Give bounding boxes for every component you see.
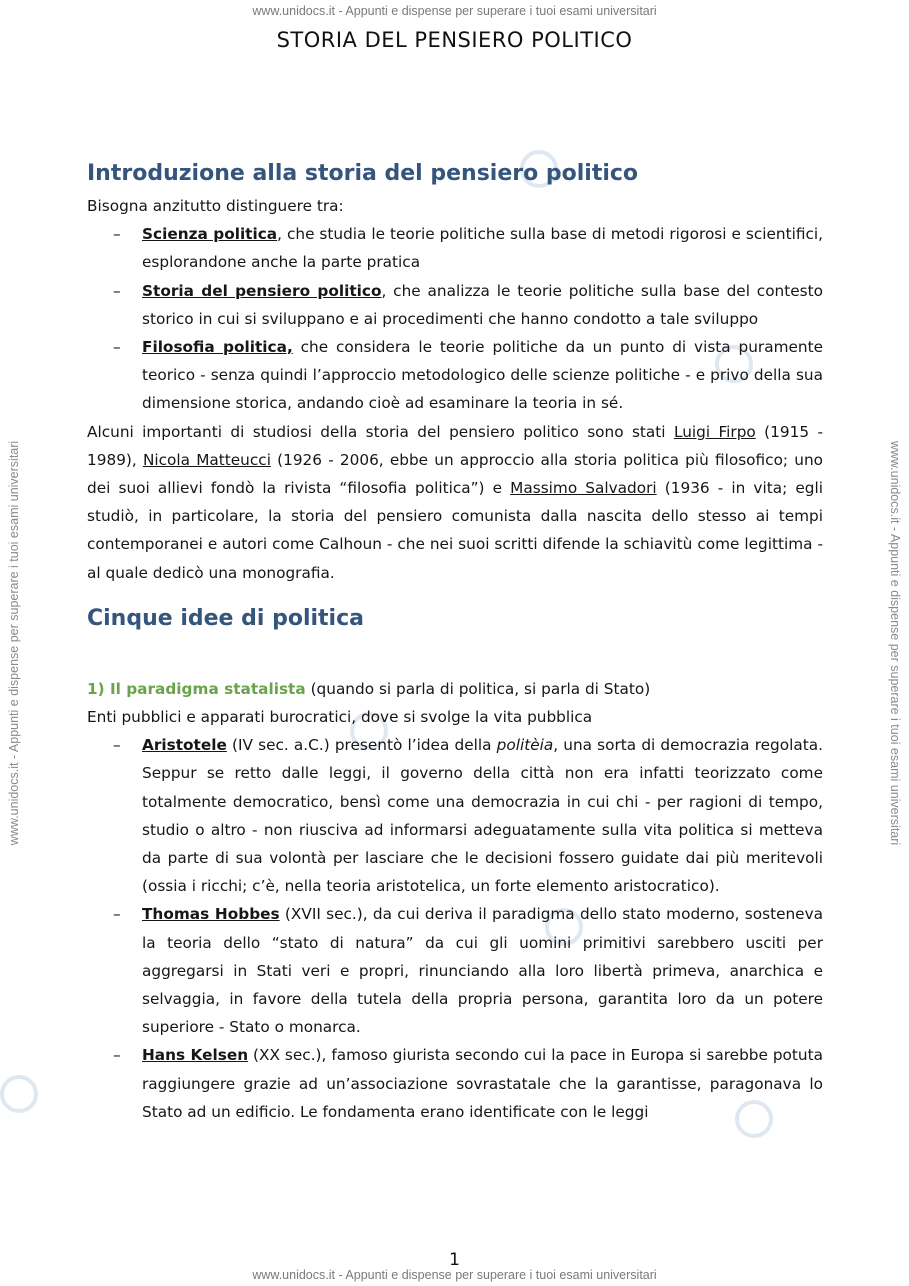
author-text: (IV sec. a.C.) presentò l’idea della [226,736,497,755]
author-aristotele: Aristotele [142,736,227,755]
author-text: (XX sec.), famoso giurista secondo cui la pace in Europa si sarebbe potuta raggiungere grazie ad un’associazione sovrastatale che la garantisse, paragonava lo Stato ad un edificio. Le fondamenta erano identificate con le leggi [142,1046,823,1121]
paradigm-label: 1) Il paradigma statalista [87,679,306,698]
authors-list [87,731,823,1126]
document-body [87,156,823,1126]
paradigm-heading [87,675,823,703]
paragraph-text: (1926 - 2006, ebbe un approccio alla storia politica più filosofico; uno dei suoi allievi fondò la rivista “filosofia politica”) e [87,450,823,498]
scholars-paragraph [87,418,823,587]
term-scienza-politica: Scienza politica [142,225,278,244]
definition-text: , che studia le teorie politiche sulla base di metodi rigorosi e scientifici, esplorandone anche la parte pratica [142,225,823,272]
list-item [87,731,823,900]
author-hobbes: Thomas Hobbes [142,905,280,924]
author-kelsen: Hans Kelsen [142,1046,249,1065]
author-text: , una sorta di democrazia regolata. Seppur se retto dalle leggi, il governo della città non era infatti teorizzato come totalmente democratico, bensì come una democrazia in cui chi - per ragioni di tempo, studio o altro - non riusciva ad informarsi adeguatamente sulla vita politica si metteva da parte di sua volontà per lasciare che le decisioni fossero guidate dai più meritevoli (ossia i ricchi; c’è, nella teoria aristotelica, un forte elemento aristocratico). [142,736,823,896]
document-title: STORIA DEL PENSIERO POLITICO [276,28,633,52]
paradigm-note: (quando si parla di politica, si parla di Stato) [305,679,651,698]
watermark-left: www.unidocs.it - Appunti e dispense per superare i tuoi esami universitari [7,440,21,846]
section-heading-cinque-idee: Cinque idee di politica [87,605,364,631]
emphasis-politeia: politèia [496,736,554,755]
scholar-salvadori: Massimo Salvadori [510,479,657,498]
list-item [87,900,823,1041]
scholar-firpo: Luigi Firpo [673,422,756,441]
page-number: 1 [449,1250,460,1270]
definitions-list [87,220,823,417]
term-filosofia-politica: Filosofia politica, [142,338,293,357]
watermark-bottom: www.unidocs.it - Appunti e dispense per superare i tuoi esami universitari [252,1268,657,1282]
list-item [87,1041,823,1126]
author-text: (XVII sec.), da cui deriva il paradigma dello stato moderno, sosteneva la teoria dello “stato di natura” da cui gli uomini primitivi sarebbero usciti per aggregarsi in Stati veri e propri, rinunciando alla loro libertà primeva, anarchica e selvaggia, in favore della tutela della propria persona, garantita loro da un potere superiore - Stato o monarca. [142,905,824,1037]
intro-text: Bisogna anzitutto distinguere tra: [87,197,344,215]
watermark-logo-icon [0,1075,38,1113]
paragraph-text: (1936 - in vita; egli studiò, in particolare, la storia del pensiero comunista dalla nascita dello stesso ai tempi contemporanei e autori come Calhoun - che nei suoi scritti difende la schiavitù come legittima - al quale dedicò una monografia. [87,479,823,582]
list-item [87,277,823,333]
definition-text: che considera le teorie politiche da un punto di vista puramente teorico - senza quindi l’approccio metodologico delle scienze politiche - e privo della sua dimensione storica, andando cioè ad esaminare la teoria in sé. [142,338,824,413]
watermark-right: www.unidocs.it - Appunti e dispense per superare i tuoi esami universitari [888,440,902,846]
section-heading-introduction: Introduzione alla storia del pensiero politico [87,161,639,186]
scholar-matteucci: Nicola Matteucci [142,450,271,469]
term-storia-pensiero-politico: Storia del pensiero politico [142,281,382,300]
paragraph-text: Alcuni importanti di studiosi della storia del pensiero politico sono stati [87,422,674,441]
paragraph-text: (1915 - 1989), [87,422,823,469]
watermark-top: www.unidocs.it - Appunti e dispense per superare i tuoi esami universitari [252,4,657,18]
list-item [87,333,823,418]
paradigm-intro: Enti pubblici e apparati burocratici, dove si svolge la vita pubblica [87,708,593,727]
definition-text: , che analizza le teorie politiche sulla base del contesto storico in cui si sviluppano e ai procedimenti che hanno condotto a tale sviluppo [142,281,823,328]
list-item [87,220,823,276]
